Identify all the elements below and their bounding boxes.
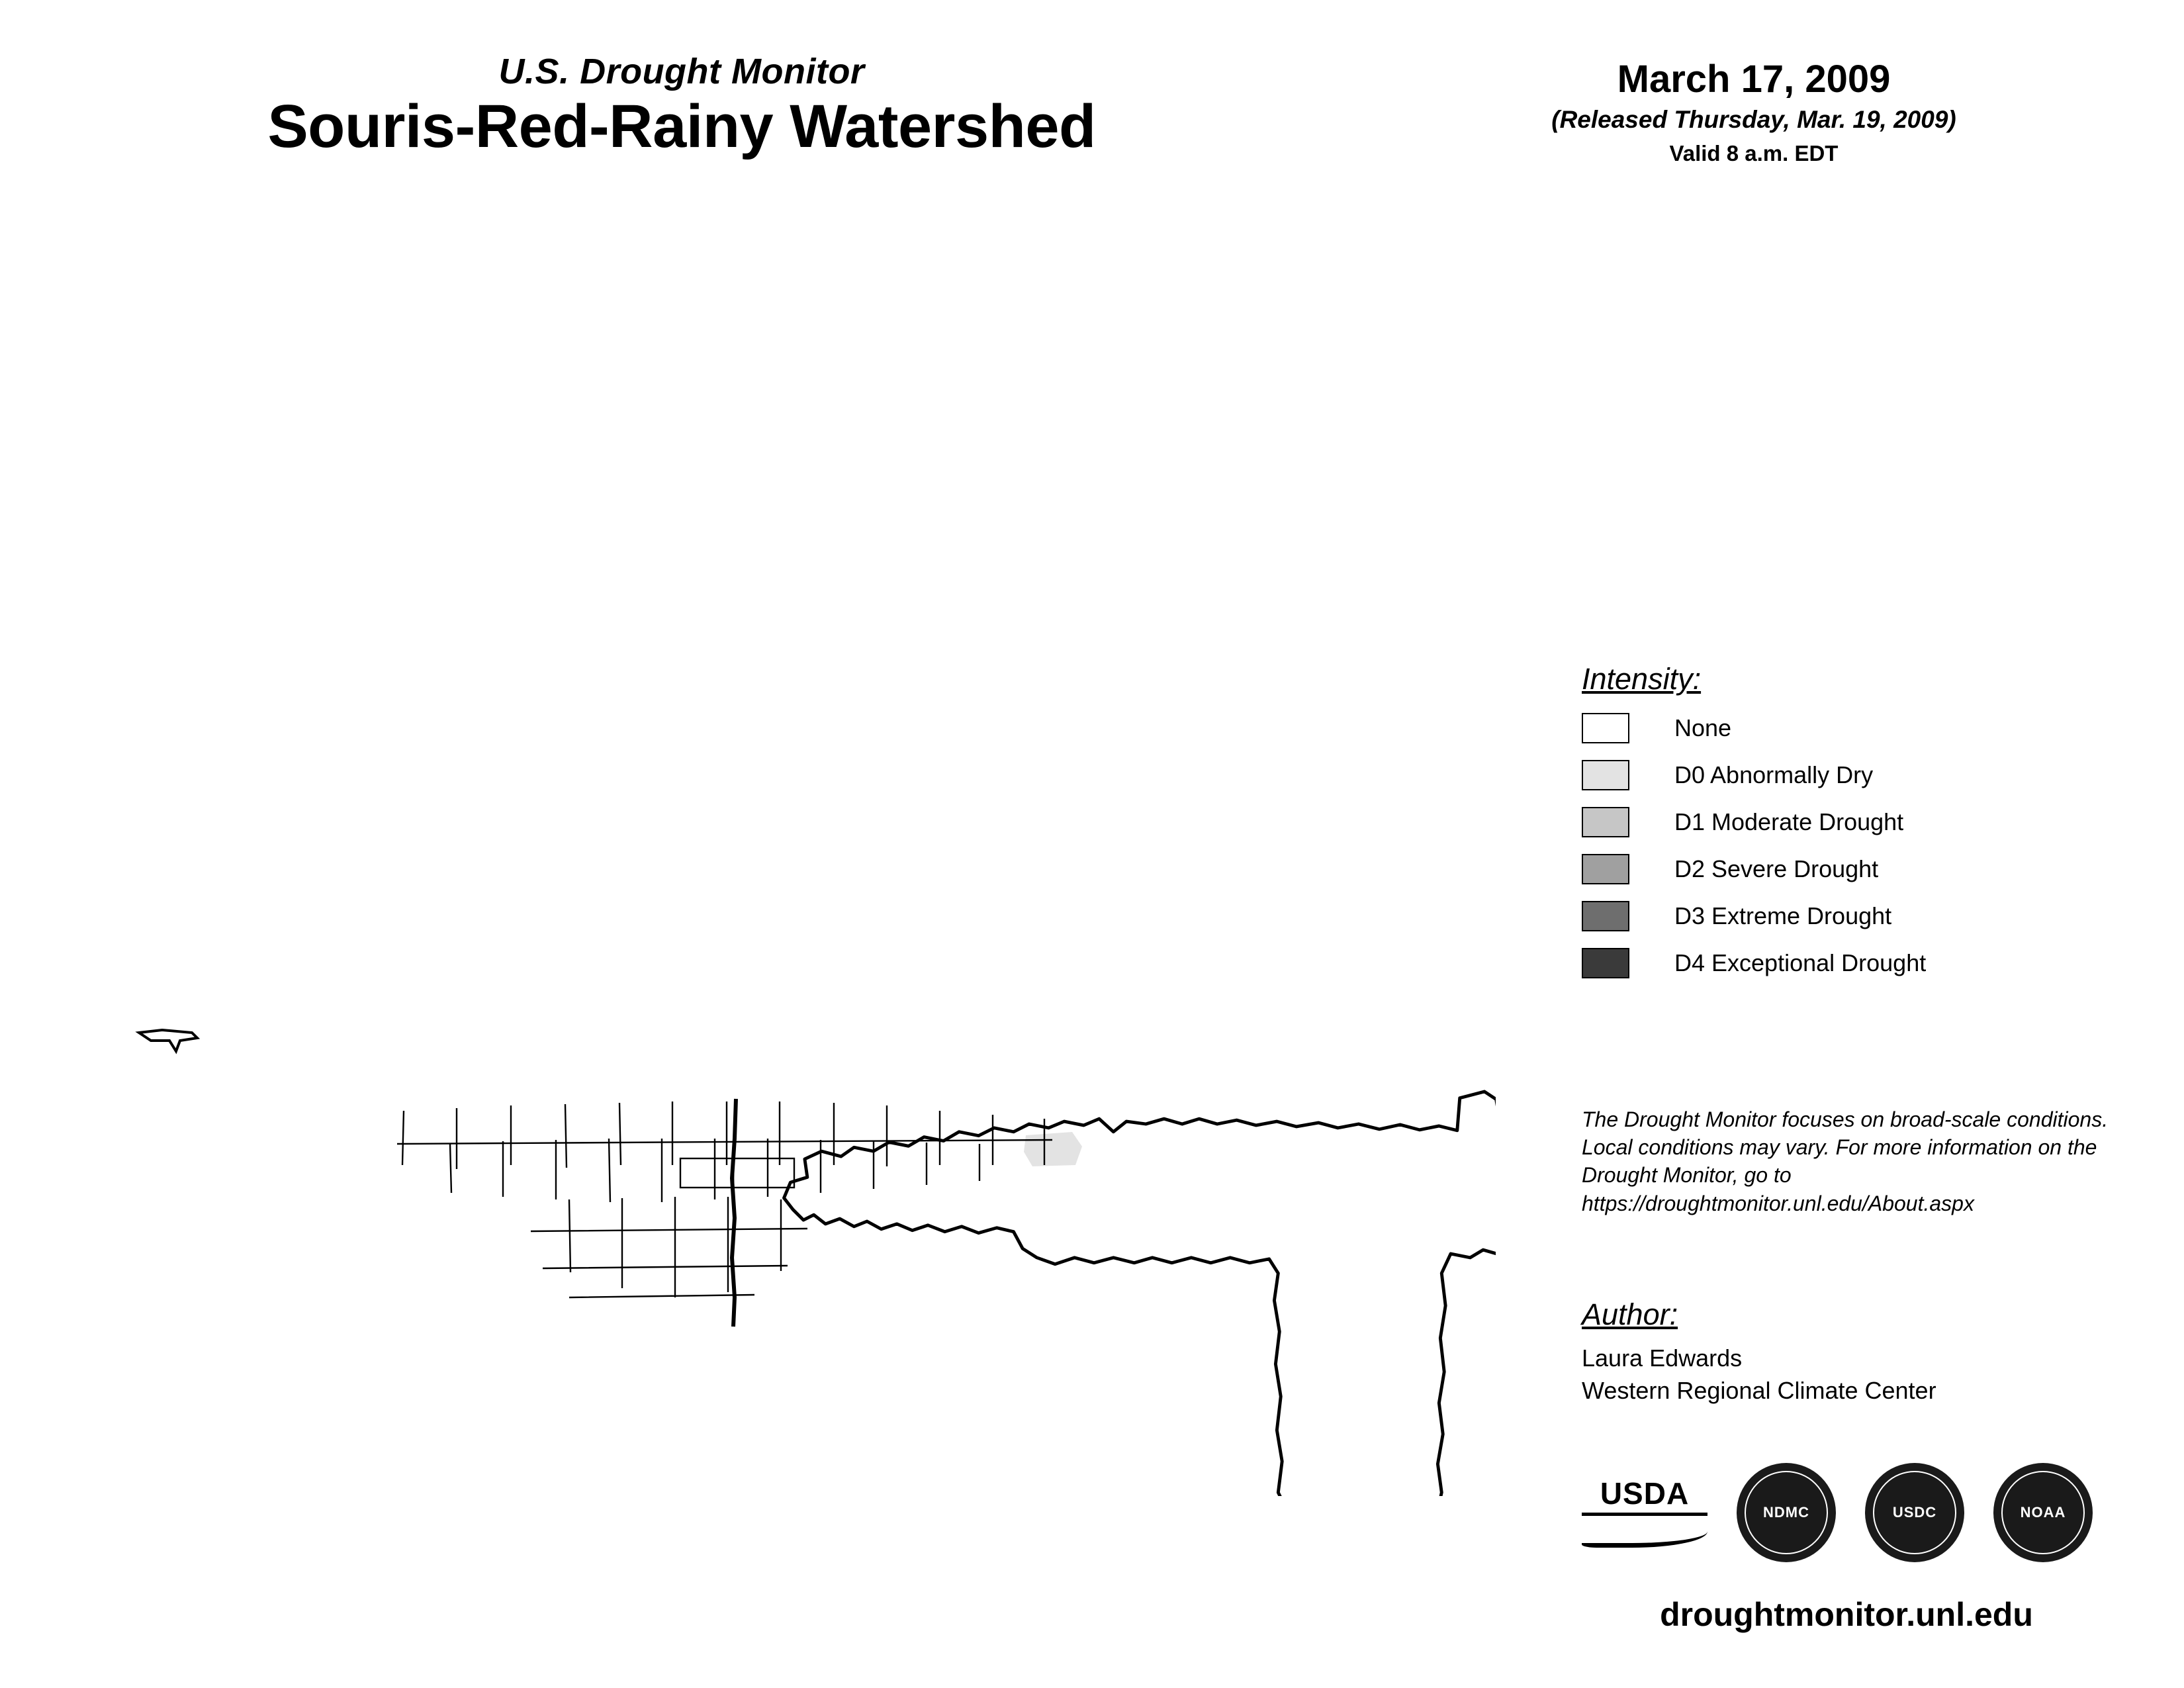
legend-title: Intensity:	[1582, 662, 1702, 696]
legend-item-d0	[1582, 758, 2085, 792]
program-subtitle: U.S. Drought Monitor	[498, 52, 865, 91]
valid-time: Valid 8 a.m. EDT	[1669, 140, 1839, 165]
legend-item-d1	[1582, 805, 2085, 839]
legend-swatch-d3	[1582, 901, 1629, 931]
disclaimer-text: The Drought Monitor focuses on broad-scale conditions. Local conditions may vary. For more information on the Drought Monitor, go to https://droughtmonitor.unl.edu/About.aspx	[1582, 1107, 2109, 1215]
ndmc-logo	[1737, 1463, 1836, 1562]
legend-item-d2	[1582, 852, 2085, 886]
page-title: Souris-Red-Rainy Watershed	[267, 92, 1096, 160]
legend-item-d4	[1582, 946, 2085, 980]
author-block	[1582, 1297, 2111, 1407]
usda-logo	[1582, 1478, 1707, 1548]
legend-label-d3: D3 Extreme Drought	[1674, 902, 1892, 929]
map-d0-area	[1024, 1132, 1082, 1166]
watershed-map	[40, 702, 1496, 1496]
map-date: March 17, 2009	[1617, 58, 1891, 101]
map-inset-piece	[139, 1030, 197, 1051]
usda-logo-text: USDA	[1600, 1476, 1690, 1511]
header-left	[0, 53, 1363, 158]
author-affiliation: Western Regional Climate Center	[1582, 1376, 1936, 1404]
legend-item-d3	[1582, 899, 2085, 933]
author-heading: Author:	[1582, 1297, 1678, 1331]
legend-label-none: None	[1674, 714, 1732, 741]
usdc-logo	[1865, 1463, 1964, 1562]
usdc-logo-text: USDC	[1892, 1504, 1937, 1521]
map-state-boundary	[732, 1099, 736, 1327]
header-right	[1443, 60, 2065, 165]
legend-swatch-d4	[1582, 948, 1629, 978]
legend-label-d4: D4 Exceptional Drought	[1674, 949, 1927, 976]
legend-label-d2: D2 Severe Drought	[1674, 855, 1879, 882]
ndmc-logo-text: NDMC	[1763, 1504, 1809, 1521]
legend	[1582, 662, 2085, 993]
legend-label-d0: D0 Abnormally Dry	[1674, 761, 1874, 788]
map-watershed-outline	[784, 1092, 1496, 1496]
usda-logo-rule	[1582, 1513, 1707, 1516]
release-date: (Released Thursday, Mar. 19, 2009)	[1551, 105, 1956, 133]
logo-row	[1582, 1456, 2111, 1569]
author-name: Laura Edwards	[1582, 1344, 1743, 1372]
legend-swatch-d2	[1582, 854, 1629, 884]
legend-item-none	[1582, 711, 2085, 745]
legend-swatch-none	[1582, 713, 1629, 743]
legend-swatch-d0	[1582, 760, 1629, 790]
map-county-lines	[397, 1102, 1052, 1297]
noaa-logo-text: NOAA	[2020, 1504, 2066, 1521]
site-url[interactable]: droughtmonitor.unl.edu	[1660, 1596, 2033, 1633]
legend-swatch-d1	[1582, 807, 1629, 837]
noaa-logo	[1993, 1463, 2093, 1562]
usda-logo-swoosh	[1582, 1521, 1707, 1548]
legend-label-d1: D1 Moderate Drought	[1674, 808, 1904, 835]
